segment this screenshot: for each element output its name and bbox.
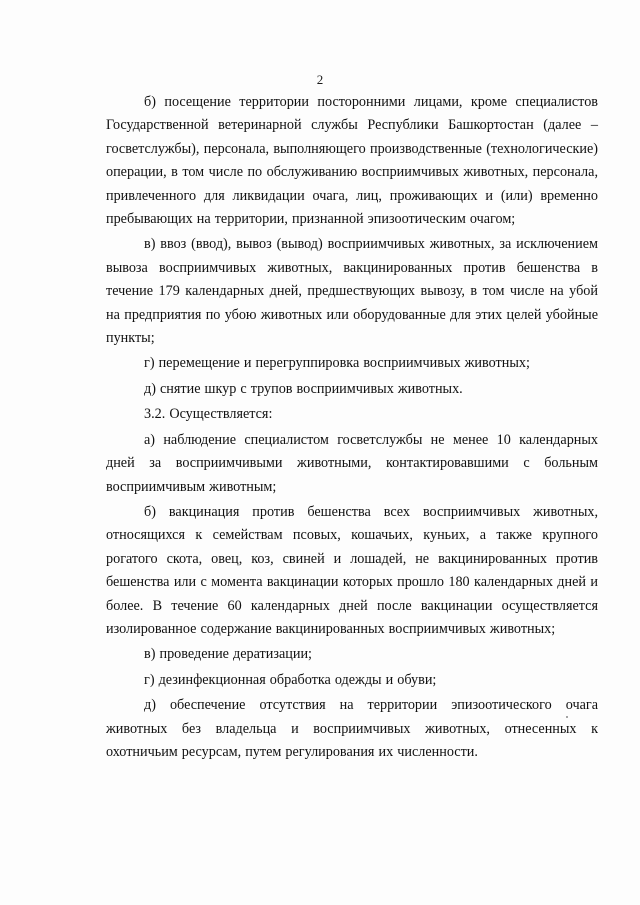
paragraph-d-stray-animals: д) обеспечение отсутствия на территории эпизоотического очага животных без владельца и восприимчивых животных, отнесенных к охотничьим ресурсам, путем регулирования их численности. — [106, 697, 598, 760]
scan-speck — [566, 716, 568, 718]
paragraph-g-relocation: г) перемещение и перегруппировка восприимчивых животных; — [144, 355, 530, 372]
paragraph-d-skins: д) снятие шкур с трупов восприимчивых животных. — [144, 380, 463, 397]
paragraph-v-import-export: в) ввоз (ввод), вывоз (вывод) восприимчивых животных, за исключением вывоза восприимчивых животных, вакцинированных против бешенства в течение 179 календарных дней, предшествующих вывозу, в том числе на убой на предприятия по убою животных или оборудованные для этих целей убойные пункты; — [106, 236, 598, 347]
paragraph-a-observation: а) наблюдение специалистом госветслужбы не менее 10 календарных дней за восприимчивыми животными, контактировавшими с больным восприимчивым животным; — [106, 431, 598, 495]
page-number: 2 — [316, 72, 324, 87]
paragraph-v-deratization: в) проведение дератизации; — [144, 646, 312, 663]
document-body — [106, 91, 598, 764]
paragraph-b-vaccination: б) вакцинация против бешенства всех восприимчивых животных, относящихся к семействам псовых, кошачьих, куньих, а также крупного рогатого скота, овец, коз, свиней и лошадей, не вакцинированных против бешенства или с момента вакцинации которых прошло 180 календарных дней и более. В течение 60 календарных дней после вакцинации осуществляется изолированное содержание вакцинированных восприимчивых животных; — [106, 503, 598, 637]
paragraph-b-visitors: б) посещение территории посторонними лицами, кроме специалистов Государственной ветеринарной службы Республики Башкортостан (далее – госветслужбы), персонала, выполняющего производственные (технологические) операции, в том числе по обслуживанию восприимчивых животных, персонала, привлеченного для ликвидации очага, лиц, проживающих и (или) временно пребывающих на территории, признанной эпизоотическим очагом; — [106, 94, 598, 228]
paragraph-g-disinfection: г) дезинфекционная обработка одежды и обуви; — [144, 671, 437, 688]
section-heading-3-2: 3.2. Осуществляется: — [144, 406, 273, 423]
